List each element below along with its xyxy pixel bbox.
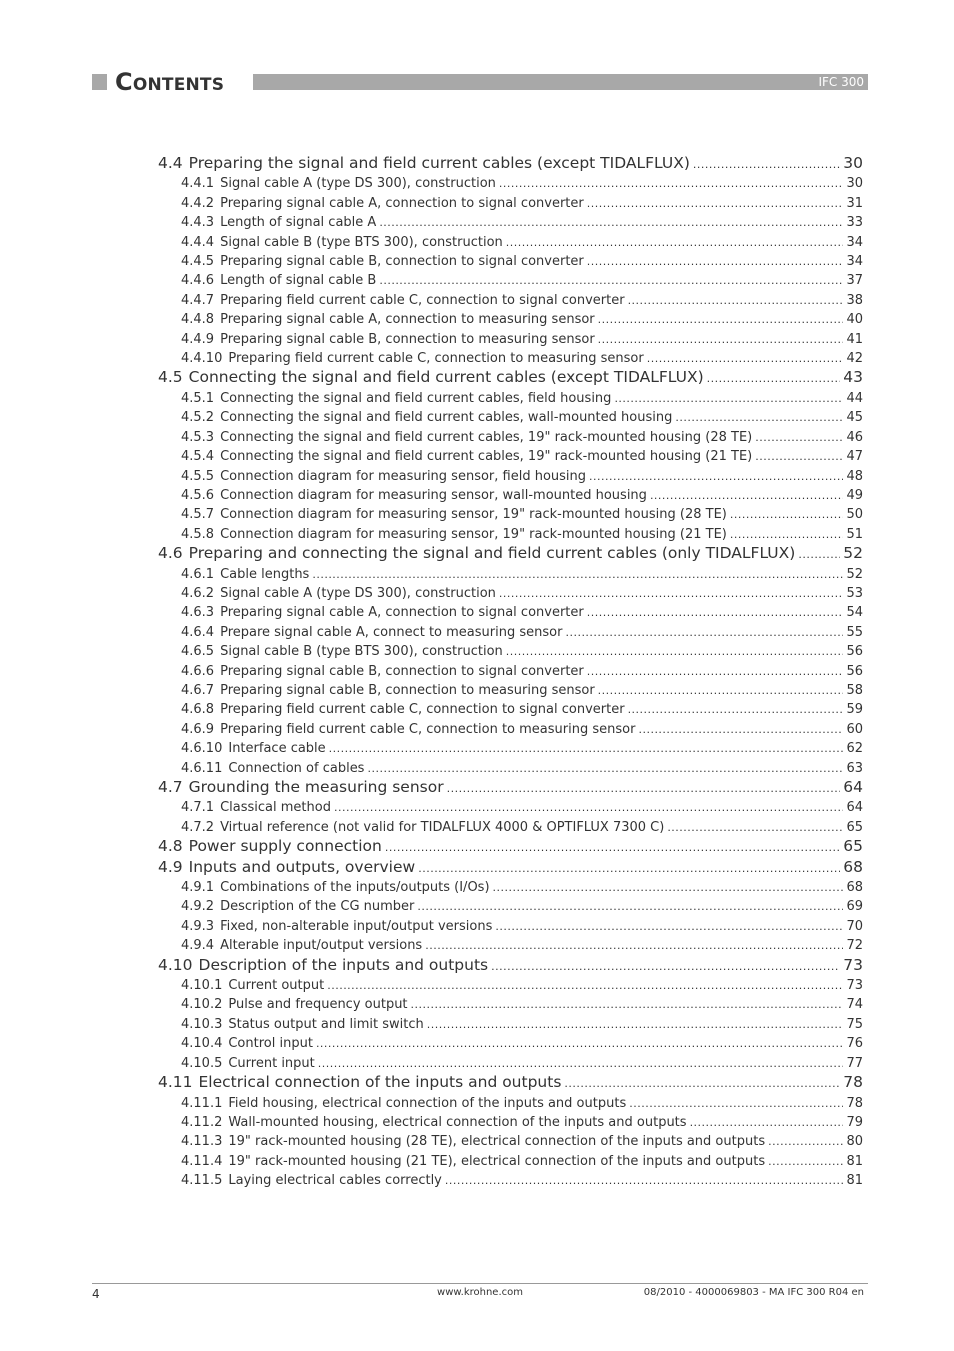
toc-subsection-entry[interactable] — [158, 291, 863, 310]
toc-entry-page: 45 — [846, 410, 863, 426]
toc-entry-title: Preparing field current cable C, connection to signal converter — [220, 292, 625, 308]
toc-subsection-entry[interactable] — [158, 194, 863, 213]
toc-entry-title: Preparing signal cable A, connection to signal converter — [220, 605, 584, 621]
toc-entry-leader — [312, 565, 843, 584]
toc-entry-leader — [564, 1074, 840, 1093]
toc-entry-title: Preparing and connecting the signal and field current cables (only TIDALFLUX) — [188, 544, 796, 563]
toc-entry-leader — [675, 408, 843, 427]
toc-entry-title: Description of the CG number — [220, 899, 415, 915]
toc-entry-leader — [707, 369, 841, 388]
toc-section-entry[interactable] — [158, 1073, 863, 1093]
toc-entry-number: 4.8 — [158, 837, 183, 856]
toc-entry-page: 50 — [846, 507, 863, 523]
toc-entry-title: Virtual reference (not valid for TIDALFLUX 4000 & OPTIFLUX 7300 C) — [220, 819, 665, 835]
toc-subsection-entry[interactable] — [158, 213, 863, 232]
toc-entry-leader — [318, 1054, 844, 1073]
toc-entry-number: 4.11.3 — [181, 1134, 223, 1150]
toc-entry-page: 76 — [846, 1036, 863, 1052]
toc-entry-number: 4.5.2 — [181, 410, 215, 426]
toc-entry-title: Cable lengths — [220, 566, 310, 582]
toc-entry-leader — [417, 897, 843, 916]
toc-subsection-entry[interactable] — [158, 759, 863, 778]
toc-entry-title: Signal cable B (type BTS 300), construction — [220, 644, 503, 660]
toc-entry-page: 56 — [846, 663, 863, 679]
toc-entry-title: Connection diagram for measuring sensor, 19" rack-mounted housing (21 TE) — [220, 526, 727, 542]
toc-entry-number: 4.10.2 — [181, 997, 223, 1013]
toc-entry-number: 4.6.4 — [181, 624, 215, 640]
toc-entry-title: Connection diagram for measuring sensor, wall-mounted housing — [220, 487, 647, 503]
toc-entry-leader — [427, 1015, 844, 1034]
toc-entry-number: 4.4.6 — [181, 273, 215, 289]
toc-subsection-entry[interactable] — [158, 310, 863, 329]
toc-entry-number: 4.5.1 — [181, 390, 215, 406]
header-model-label: IFC 300 — [818, 75, 864, 89]
toc-entry-number: 4.11.5 — [181, 1173, 223, 1189]
toc-entry-page: 33 — [846, 215, 863, 231]
toc-entry-leader — [499, 174, 844, 193]
toc-subsection-entry[interactable] — [158, 428, 863, 447]
toc-entry-title: Electrical connection of the inputs and outputs — [198, 1073, 562, 1092]
toc-entry-page: 73 — [846, 978, 863, 994]
toc-entry-number: 4.4 — [158, 154, 183, 172]
toc-subsection-entry[interactable] — [158, 174, 863, 193]
toc-entry-title: Pulse and frequency output — [228, 997, 408, 1013]
toc-entry-leader — [499, 584, 844, 603]
toc-entry-leader — [628, 700, 844, 719]
toc-entry-leader — [425, 936, 843, 955]
toc-entry-title: Signal cable A (type DS 300), construction — [220, 176, 496, 192]
toc-subsection-entry[interactable] — [158, 662, 863, 681]
toc-entry-leader — [690, 1113, 844, 1132]
toc-entry-leader — [418, 859, 840, 878]
toc-entry-title: Connecting the signal and field current cables, wall-mounted housing — [220, 410, 673, 426]
toc-entry-page: 52 — [846, 566, 863, 582]
toc-entry-leader — [589, 467, 843, 486]
toc-entry-leader — [598, 681, 844, 700]
toc-entry-page: 65 — [846, 819, 863, 835]
toc-entry-leader — [587, 194, 844, 213]
toc-entry-leader — [755, 447, 843, 466]
toc-entry-leader — [768, 1152, 843, 1171]
toc-entry-title: Classical method — [220, 800, 331, 816]
toc-entry-leader — [411, 995, 844, 1014]
toc-entry-title: Interface cable — [228, 741, 326, 757]
toc-subsection-entry[interactable] — [158, 408, 863, 427]
toc-entry-page: 75 — [846, 1016, 863, 1032]
toc-entry-title: Connection diagram for measuring sensor, field housing — [220, 468, 587, 484]
toc-entry-number: 4.5.3 — [181, 429, 215, 445]
toc-entry-leader — [445, 1171, 844, 1190]
toc-entry-title: Alterable input/output versions — [220, 938, 423, 954]
toc-entry-number: 4.6.9 — [181, 721, 215, 737]
toc-entry-page: 64 — [846, 800, 863, 816]
toc-entry-leader — [614, 389, 843, 408]
toc-subsection-entry[interactable] — [158, 252, 863, 271]
toc-subsection-entry[interactable] — [158, 642, 863, 661]
toc-subsection-entry[interactable] — [158, 1034, 863, 1053]
toc-entry-page: 34 — [846, 234, 863, 250]
toc-entry-page: 49 — [846, 487, 863, 503]
toc-entry-leader — [367, 759, 843, 778]
toc-subsection-entry[interactable] — [158, 584, 863, 603]
toc-entry-title: Signal cable B (type BTS 300), construction — [220, 234, 503, 250]
toc-entry-title: Power supply connection — [188, 837, 382, 856]
toc-entry-title: Current input — [228, 1055, 315, 1071]
toc-entry-number: 4.9.3 — [181, 918, 215, 934]
toc-entry-page: 47 — [846, 449, 863, 465]
toc-entry-title: Connection diagram for measuring sensor, 19" rack-mounted housing (28 TE) — [220, 507, 727, 523]
toc-entry-title: Status output and limit switch — [228, 1016, 424, 1032]
toc-entry-title: Connection of cables — [228, 760, 365, 776]
toc-entry-number: 4.9.1 — [181, 880, 215, 896]
toc-entry-page: 52 — [843, 544, 863, 563]
toc-entry-leader — [693, 155, 840, 174]
toc-entry-title: Preparing the signal and field current cables (except TIDALFLUX) — [188, 154, 690, 172]
toc-subsection-entry[interactable] — [158, 603, 863, 622]
toc-entry-leader — [565, 623, 843, 642]
toc-entry-number: 4.5.7 — [181, 507, 215, 523]
toc-entry-number: 4.6.8 — [181, 702, 215, 718]
toc-entry-page: 70 — [846, 918, 863, 934]
toc-entry-page: 65 — [843, 837, 863, 856]
toc-subsection-entry[interactable] — [158, 1171, 863, 1190]
toc-subsection-entry[interactable] — [158, 623, 863, 642]
toc-entry-title: Current output — [228, 978, 325, 994]
toc-entry-number: 4.9 — [158, 857, 183, 876]
toc-entry-page: 78 — [843, 1073, 863, 1092]
toc-entry-page: 81 — [846, 1173, 863, 1189]
toc-subsection-entry[interactable] — [158, 525, 863, 544]
toc-entry-leader — [316, 1034, 844, 1053]
toc-subsection-entry[interactable] — [158, 486, 863, 505]
toc-subsection-entry[interactable] — [158, 720, 863, 739]
toc-entry-page: 60 — [846, 721, 863, 737]
toc-entry-title: Fixed, non-alterable input/output versions — [220, 918, 493, 934]
toc-entry-number: 4.11.2 — [181, 1114, 223, 1130]
header-bar — [253, 74, 868, 90]
toc-subsection-entry[interactable] — [158, 818, 863, 837]
toc-entry-number: 4.7.2 — [181, 819, 215, 835]
toc-subsection-entry[interactable] — [158, 1132, 863, 1151]
toc-section-entry[interactable] — [158, 368, 863, 388]
toc-entry-leader — [491, 957, 840, 976]
toc-entry-number: 4.10.4 — [181, 1036, 223, 1052]
toc-entry-number: 4.5 — [158, 368, 183, 387]
toc-entry-leader — [798, 545, 840, 564]
toc-entry-number: 4.5.4 — [181, 449, 215, 465]
toc-entry-leader — [587, 662, 844, 681]
toc-entry-page: 58 — [846, 682, 863, 698]
toc-entry-title: Prepare signal cable A, connect to measuring sensor — [220, 624, 563, 640]
toc-entry-page: 30 — [846, 176, 863, 192]
toc-entry-page: 42 — [846, 351, 863, 367]
toc-entry-number: 4.6.5 — [181, 644, 215, 660]
toc-entry-page: 81 — [846, 1153, 863, 1169]
toc-entry-number: 4.7.1 — [181, 800, 215, 816]
toc-entry-title: Length of signal cable B — [220, 273, 377, 289]
toc-entry-leader — [638, 720, 843, 739]
toc-subsection-entry[interactable] — [158, 995, 863, 1014]
toc-entry-title: Preparing signal cable B, connection to signal converter — [220, 663, 584, 679]
toc-entry-title: Control input — [228, 1036, 313, 1052]
toc-entry-leader — [629, 1094, 843, 1113]
toc-section-entry[interactable] — [158, 837, 863, 857]
toc-entry-title: Preparing signal cable A, connection to measuring sensor — [220, 312, 595, 328]
toc-entry-page: 44 — [846, 390, 863, 406]
toc-section-entry[interactable] — [158, 544, 863, 564]
toc-section-entry[interactable] — [158, 154, 863, 174]
toc-entry-number: 4.6 — [158, 544, 183, 563]
toc-entry-number: 4.11 — [158, 1073, 193, 1092]
toc-entry-leader — [493, 878, 844, 897]
toc-entry-leader — [598, 310, 844, 329]
toc-subsection-entry[interactable] — [158, 897, 863, 916]
page-title: Contents — [115, 68, 225, 96]
toc-entry-leader — [587, 252, 844, 271]
toc-subsection-entry[interactable] — [158, 389, 863, 408]
toc-entry-title: Connecting the signal and field current cables, 19" rack-mounted housing (28 TE) — [220, 429, 753, 445]
toc-entry-leader — [647, 349, 844, 368]
toc-entry-page: 31 — [846, 195, 863, 211]
toc-entry-number: 4.5.6 — [181, 487, 215, 503]
toc-entry-page: 53 — [846, 585, 863, 601]
toc-entry-leader — [768, 1132, 843, 1151]
toc-entry-number: 4.6.7 — [181, 682, 215, 698]
toc-entry-page: 46 — [846, 429, 863, 445]
toc-entry-leader — [506, 642, 844, 661]
toc-entry-title: Field housing, electrical connection of the inputs and outputs — [228, 1095, 627, 1111]
toc-subsection-entry[interactable] — [158, 917, 863, 936]
toc-section-entry[interactable] — [158, 858, 863, 878]
toc-entry-title: Preparing field current cable C, connection to signal converter — [220, 702, 625, 718]
toc-entry-number: 4.6.1 — [181, 566, 215, 582]
toc-entry-leader — [379, 271, 843, 290]
toc-entry-title: Preparing signal cable B, connection to signal converter — [220, 254, 584, 270]
toc-entry-page: 80 — [846, 1134, 863, 1150]
toc-entry-number: 4.11.4 — [181, 1153, 223, 1169]
toc-entry-title: Grounding the measuring sensor — [188, 778, 444, 796]
toc-entry-page: 38 — [846, 292, 863, 308]
toc-entry-leader — [587, 603, 844, 622]
toc-subsection-entry[interactable] — [158, 330, 863, 349]
toc-entry-page: 41 — [846, 331, 863, 347]
toc-entry-number: 4.6.10 — [181, 741, 223, 757]
toc-subsection-entry[interactable] — [158, 1054, 863, 1073]
toc-entry-title: Connecting the signal and field current cables (except TIDALFLUX) — [188, 368, 704, 387]
toc-entry-page: 63 — [846, 760, 863, 776]
toc-entry-title: 19" rack-mounted housing (21 TE), electrical connection of the inputs and outputs — [228, 1153, 766, 1169]
toc-entry-leader — [506, 233, 844, 252]
toc-entry-number: 4.11.1 — [181, 1095, 223, 1111]
toc-entry-number: 4.4.9 — [181, 331, 215, 347]
toc-entry-page: 64 — [843, 778, 863, 796]
footer-document-id: 08/2010 - 4000069803 - MA IFC 300 R04 en — [643, 1287, 864, 1298]
toc-entry-number: 4.9.4 — [181, 938, 215, 954]
toc-entry-leader — [379, 213, 843, 232]
toc-entry-leader — [447, 779, 841, 798]
toc-subsection-entry[interactable] — [158, 739, 863, 758]
toc-entry-leader — [650, 486, 844, 505]
toc-entry-number: 4.5.5 — [181, 468, 215, 484]
toc-entry-number: 4.10.1 — [181, 978, 223, 994]
toc-entry-page: 56 — [846, 644, 863, 660]
toc-subsection-entry[interactable] — [158, 1094, 863, 1113]
toc-entry-number: 4.5.8 — [181, 526, 215, 542]
toc-entry-title: 19" rack-mounted housing (28 TE), electrical connection of the inputs and outputs — [228, 1134, 766, 1150]
toc-entry-title: Wall-mounted housing, electrical connection of the inputs and outputs — [228, 1114, 687, 1130]
toc-entry-page: 30 — [843, 154, 863, 172]
toc-entry-leader — [495, 917, 843, 936]
toc-entry-title: Length of signal cable A — [220, 215, 377, 231]
toc-entry-page: 62 — [846, 741, 863, 757]
toc-entry-page: 34 — [846, 254, 863, 270]
toc-entry-page: 78 — [846, 1095, 863, 1111]
toc-entry-number: 4.6.3 — [181, 605, 215, 621]
toc-entry-title: Preparing signal cable B, connection to measuring sensor — [220, 682, 595, 698]
toc-entry-title: Preparing field current cable C, connection to measuring sensor — [220, 721, 636, 737]
toc-entry-page: 48 — [846, 468, 863, 484]
footer-page-number: 4 — [92, 1287, 100, 1301]
page-footer — [92, 1283, 868, 1307]
toc-subsection-entry[interactable] — [158, 878, 863, 897]
toc-entry-page: 43 — [843, 368, 863, 387]
footer-website: www.krohne.com — [437, 1287, 523, 1298]
toc-entry-number: 4.10.5 — [181, 1055, 223, 1071]
toc-entry-leader — [598, 330, 844, 349]
toc-subsection-entry[interactable] — [158, 700, 863, 719]
toc-entry-page: 54 — [846, 605, 863, 621]
toc-entry-page: 74 — [846, 997, 863, 1013]
toc-entry-number: 4.10.3 — [181, 1016, 223, 1032]
toc-entry-page: 69 — [846, 899, 863, 915]
toc-subsection-entry[interactable] — [158, 1015, 863, 1034]
toc-entry-page: 77 — [846, 1055, 863, 1071]
toc-subsection-entry[interactable] — [158, 349, 863, 368]
toc-subsection-entry[interactable] — [158, 681, 863, 700]
toc-subsection-entry[interactable] — [158, 447, 863, 466]
header-square-marker — [92, 74, 107, 90]
toc-entry-page: 59 — [846, 702, 863, 718]
toc-subsection-entry[interactable] — [158, 1113, 863, 1132]
toc-entry-number: 4.10 — [158, 955, 193, 974]
toc-entry-page: 68 — [846, 880, 863, 896]
toc-entry-title: Preparing signal cable A, connection to signal converter — [220, 195, 584, 211]
toc-subsection-entry[interactable] — [158, 976, 863, 995]
toc-entry-page: 37 — [846, 273, 863, 289]
toc-entry-number: 4.4.10 — [181, 351, 223, 367]
toc-entry-number: 4.6.2 — [181, 585, 215, 601]
toc-entry-leader — [755, 428, 843, 447]
toc-entry-number: 4.4.3 — [181, 215, 215, 231]
toc-entry-title: Connecting the signal and field current cables, field housing — [220, 390, 612, 406]
toc-entry-page: 73 — [843, 955, 863, 974]
toc-subsection-entry[interactable] — [158, 936, 863, 955]
toc-entry-title: Inputs and outputs, overview — [188, 857, 416, 876]
toc-entry-page: 79 — [846, 1114, 863, 1130]
toc-entry-title: Laying electrical cables correctly — [228, 1173, 442, 1189]
toc-subsection-entry[interactable] — [158, 798, 863, 817]
table-of-contents — [158, 154, 863, 1191]
toc-entry-leader — [327, 976, 843, 995]
toc-entry-number: 4.4.4 — [181, 234, 215, 250]
toc-entry-page: 40 — [846, 312, 863, 328]
toc-entry-number: 4.4.5 — [181, 254, 215, 270]
toc-entry-title: Combinations of the inputs/outputs (I/Os) — [220, 880, 490, 896]
toc-subsection-entry[interactable] — [158, 467, 863, 486]
toc-entry-leader — [329, 739, 844, 758]
toc-entry-number: 4.6.11 — [181, 760, 223, 776]
toc-entry-page: 51 — [846, 526, 863, 542]
toc-entry-leader — [628, 291, 844, 310]
toc-entry-title: Preparing signal cable B, connection to measuring sensor — [220, 331, 595, 347]
toc-subsection-entry[interactable] — [158, 1152, 863, 1171]
toc-entry-number: 4.9.2 — [181, 899, 215, 915]
toc-entry-page: 55 — [846, 624, 863, 640]
toc-subsection-entry[interactable] — [158, 565, 863, 584]
toc-subsection-entry[interactable] — [158, 271, 863, 290]
toc-entry-number: 4.4.1 — [181, 176, 215, 192]
toc-entry-number: 4.4.8 — [181, 312, 215, 328]
toc-entry-page: 72 — [846, 938, 863, 954]
toc-entry-number: 4.4.7 — [181, 292, 215, 308]
page-header — [92, 68, 868, 96]
toc-entry-title: Preparing field current cable C, connection to measuring sensor — [228, 351, 644, 367]
toc-entry-leader — [730, 525, 844, 544]
toc-entry-leader — [334, 798, 844, 817]
toc-section-entry[interactable] — [158, 778, 863, 798]
toc-subsection-entry[interactable] — [158, 233, 863, 252]
toc-entry-title: Signal cable A (type DS 300), construction — [220, 585, 496, 601]
toc-entry-title: Description of the inputs and outputs — [198, 955, 489, 974]
toc-entry-leader — [667, 818, 843, 837]
toc-section-entry[interactable] — [158, 956, 863, 976]
toc-entry-leader — [730, 505, 844, 524]
toc-subsection-entry[interactable] — [158, 505, 863, 524]
toc-entry-title: Connecting the signal and field current cables, 19" rack-mounted housing (21 TE) — [220, 449, 753, 465]
footer-rule — [92, 1283, 868, 1284]
toc-entry-leader — [385, 838, 840, 857]
toc-entry-number: 4.6.6 — [181, 663, 215, 679]
toc-entry-number: 4.7 — [158, 778, 183, 796]
toc-entry-number: 4.4.2 — [181, 195, 215, 211]
toc-entry-page: 68 — [843, 857, 863, 876]
